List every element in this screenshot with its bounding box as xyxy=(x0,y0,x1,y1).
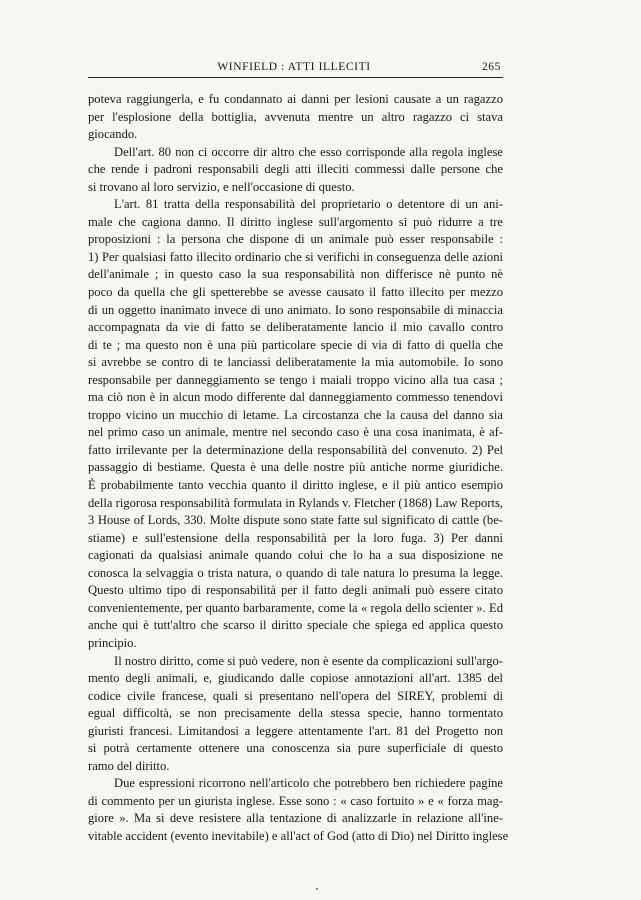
text-line: L'art. 81 tratta della responsabilità del proprietario o detentore di un ani- xyxy=(114,197,503,212)
text-line: egual difficoltà, se non precisamente della stessa specie, hanno tormentato xyxy=(88,706,503,721)
text-line: principio. xyxy=(88,635,137,650)
text-line: giocando. xyxy=(88,127,138,142)
text-line: mento degli animali, e, giudicando dalle copiose annotazioni all'art. 1385 del xyxy=(88,671,503,686)
text-line: giore ». Ma si deve resistere alla tentazione di analizzarle in relazione all'ine- xyxy=(88,811,503,826)
text-line: poco da quella che gli spetterebbe se avesse causato il fatto illecito per mezzo xyxy=(88,285,503,300)
body-text xyxy=(88,91,509,846)
text-line: convenientemente, per quanto barbaramente, come la « regola dello scienter ». Ed xyxy=(88,600,503,615)
text-line: si avrebbe se contro di te lanciassi deliberatamente la mia automobile. Io sono xyxy=(88,355,503,370)
text-line: dell'animale ; in questo caso la sua responsabilità non differisce nè punto nè xyxy=(88,267,503,282)
text-line: 3 House of Lords, 330. Molte dispute sono state fatte sul significato di cattle (be- xyxy=(88,513,503,528)
text-line: male che cagiona danno. Il diritto inglese sull'argomento si può ridurre a tre xyxy=(88,214,503,229)
text-line: si trovano al loro servizio, e nell'occasione di questo. xyxy=(88,179,355,194)
text-line: 1) Per qualsiasi fatto illecito ordinario che si verifichi in conseguenza delle azioni xyxy=(88,249,503,264)
text-line: accompagnata da vie di fatto se deliberatamente lancio il mio cavallo contro xyxy=(88,320,503,335)
text-line: della rigorosa responsabilità formulata in Rylands v. Fletcher (1868) Law Reports, xyxy=(88,495,503,510)
text-line: poteva raggiungerla, e fu condannato ai danni per lesioni causate a un ragazzo xyxy=(88,92,503,106)
page-number: 265 xyxy=(481,61,501,73)
text-line: Due espressioni ricorrono nell'articolo che potrebbero ben richiedere pagine xyxy=(114,776,503,791)
text-line: fatto irrilevante per la determinazione della responsabilità del convenuto. 2) Pel xyxy=(88,442,503,457)
text-line: vitable accident (evento inevitabile) e all'act of God (atto di Dio) nel Diritto inglese xyxy=(88,828,509,843)
text-line: stiame) e sull'estensione della responsabilità per la loro fuga. 3) Per danni xyxy=(88,530,503,545)
text-line: cagionati da qualsiasi animale quando colui che lo ha a sua disposizione ne xyxy=(88,548,503,563)
text-line: si potrà certamente ottenere una conoscenza sia pure superficiale di questo xyxy=(88,741,503,756)
text-line: di un oggetto inanimato invece di uno animato. Io sono responsabile di minaccia xyxy=(88,302,503,317)
text-line: responsabile per danneggiamento se tengo i maiali troppo vicino alla tua casa ; xyxy=(88,372,503,387)
text-line: conosca la selvaggia o trista natura, o quando di tale natura lo presuma la legge. xyxy=(88,565,503,580)
running-title: WINFIELD : ATTI ILLECITI xyxy=(217,61,371,73)
text-line: giuristi francesi. Limitandosi a leggere attentamente l'art. 81 del Progetto non xyxy=(88,723,503,738)
text-line: codice civile francese, quali si presentano nell'opera del SIREY, problemi di xyxy=(88,688,503,703)
text-line: per l'esplosione della bottiglia, avvenuta mentre un altro ragazzo ci stava xyxy=(88,109,503,124)
text-line: anche qui è tutt'altro che scarso il diritto speciale che spiega ed applica questo xyxy=(88,618,503,633)
text-line: che rende i padroni responsabili degli atti illeciti commessi dalle persone che xyxy=(88,162,503,177)
speck-mark xyxy=(316,888,318,890)
text-line: Questo ultimo tipo di responsabilità per il fatto degli animali può essere citato xyxy=(88,583,503,598)
text-line: di te ; ma questo non è una più particolare specie di via di fatto di quella che xyxy=(88,337,503,352)
header-rule xyxy=(88,77,503,78)
running-header xyxy=(88,60,500,78)
text-line: ma ciò non è in alcun modo differente dal danneggiamento commesso tenendovi xyxy=(88,390,503,405)
text-line: ramo del diritto. xyxy=(88,758,170,773)
text-line: È probabilmente tanto vecchia quanto il diritto inglese, e il più antico esempio xyxy=(88,478,503,493)
text-line: proposizioni : la persona che dispone di un animale può esser responsabile : xyxy=(88,232,503,247)
text-line: Dell'art. 80 non ci occorre dir altro che esso corrisponde alla regola inglese xyxy=(114,144,503,159)
text-line: di commento per un giurista inglese. Esse sono : « caso fortuito » e « forza mag- xyxy=(88,793,503,808)
text-line: troppo vicino un mucchio di letame. La circostanza che la causa del danno sia xyxy=(88,407,503,422)
text-line: passaggio di bestiame. Questa è una delle nostre più antiche norme giuridiche. xyxy=(88,460,503,475)
text-line: nel primo caso un animale, mentre nel secondo caso è una cosa inanimata, è af- xyxy=(88,425,503,440)
text-line: Il nostro diritto, come si può vedere, non è esente da complicazioni sull'argo- xyxy=(114,653,503,668)
